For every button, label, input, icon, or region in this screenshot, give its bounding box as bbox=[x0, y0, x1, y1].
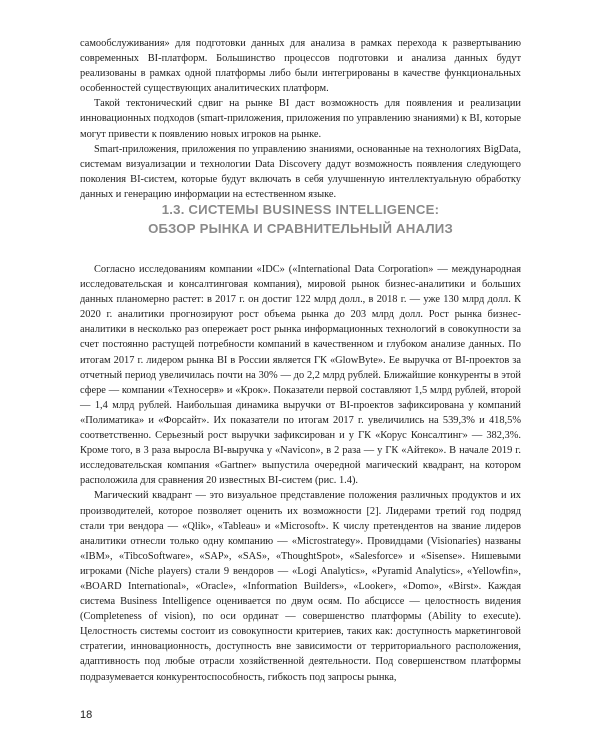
paragraph-continuation: самообслуживания» для подготовки данных для анализа в рамках перехода к развертыванию современных BI-платформ. Большинство процессов подготовки и анализа данных будут реализованы в рамках одной платформы либо были интегрированы в качестве функциональных особенностей существующих аналитических платформ. bbox=[80, 38, 521, 95]
paragraph-smart-applications: Smart-приложения, приложения по управлению знаниями, основанные на технологиях BigData, системам визуализации и технологии Data Discovery дадут возможность появления следующего поколения BI-систем, которые будут включать в себя улучшенную интеллектуальную обработку данных и генерацию информации на естественном языке. bbox=[80, 143, 521, 200]
paragraph-tectonic-shift: Такой тектонический сдвиг на рынке BI даст возможность для появления и реализации инновационных подходов (smart-приложения, приложения по управлению знаниями) к BI, которые могут привести к появлению новых игроков на рынке. bbox=[80, 98, 521, 140]
section-heading-line-2: ОБЗОР РЫНКА И СРАВНИТЕЛЬНЫЙ АНАЛИЗ bbox=[148, 221, 453, 236]
section-heading bbox=[80, 200, 521, 238]
paragraph-idc-market: Согласно исследованиям компании «IDC» («International Data Corporation» — международная исследовательская и консалтинговая компания), мировой рынок бизнес-аналитики и больших данных планомерно растет: в 2017 г. он достиг 122 млрд долл., в 2018 г. — уже 130 млрд долл. К 2020 г. аналитики прогнозируют рост объема рынка до 203 млрд долл. Рост рынка бизнес-аналитики в несколько раз опережает рост рынка информационных технологий в совокупности за счет постоянно растущей потребности компаний в качественном и глубоком анализе данных. По итогам 2017 г. лидером рынка BI в России является ГК «GlowByte». Ее выручка от BI-проектов за отчетный период увеличилась почти на 30% — до 2,2 млрд рублей. Ближайшие конкуренты в этой сфере — компании «Техносерв» и «Крок». Показатели первой составляют 1,5 млрд рублей, второй — 1,4 млрд рублей. Наибольшая динамика выручки от BI-проектов зафиксирована у компаний «Полиматика» и «Форсайт». Их показатели по итогам 2017 г. увеличились на 539,3% и 418,5% соответственно. Серьезный рост выручки зафиксирован и у ГК «Корус Консалтинг» — 382,3%. Кроме того, в 3 раза выросла BI-выручка у «Navicon», в 2 раза — у ГК «Айтеко». В начале 2019 г. исследовательская компания «Gartner» выпустила очередной магический квадрант, на котором расположила для сравнения 20 известных BI-систем (рис. 1.4). bbox=[80, 264, 521, 487]
body-text-main bbox=[80, 262, 521, 685]
section-heading-line-1: 1.3. СИСТЕМЫ BUSINESS INTELLIGENCE: bbox=[161, 202, 440, 217]
body-text-top bbox=[80, 36, 521, 202]
page-number: 18 bbox=[80, 709, 93, 721]
paragraph-magic-quadrant: Магический квадрант — это визуальное представление положения различных продуктов и их производителей, которое позволяет оценить их возможности [2]. Лидерами третий год подряд стали три вендора — «Qlik», «Tableau» и «Microsoft». К числу претендентов на звание лидеров аналитики отнесли только одну компанию — «Microstrategy». Провидцами (Visionaries) названы «IBM», «TibcoSoftware», «SAP», «SAS», «ThoughtSpot», «Salesforce» и «Sisense». Нишевыми игроками (Niche players) стали 9 вендоров — «Logi Analytics», «Pyramid Analytics», «Yellowfin», «BOARD International», «Oracle», «Information Builders», «Looker», «Domo», «Birst». Каждая система Business Intelligence оценивается по двум осям. По абсциссе — целостность видения (Completeness of vision), по оси ординат — совершенство платформы (Ability to execute). Целостность системы состоит из совокупности критериев, таких как: доступность маркетинговой стратегии, инновационность, доступность вне зависимости от территориального расположения, адаптивность под любые отрасли хозяйственной деятельности. Под совершенством платформы подразумевается конкурентоспособность, гибкость под запросы рынка, bbox=[80, 490, 521, 683]
